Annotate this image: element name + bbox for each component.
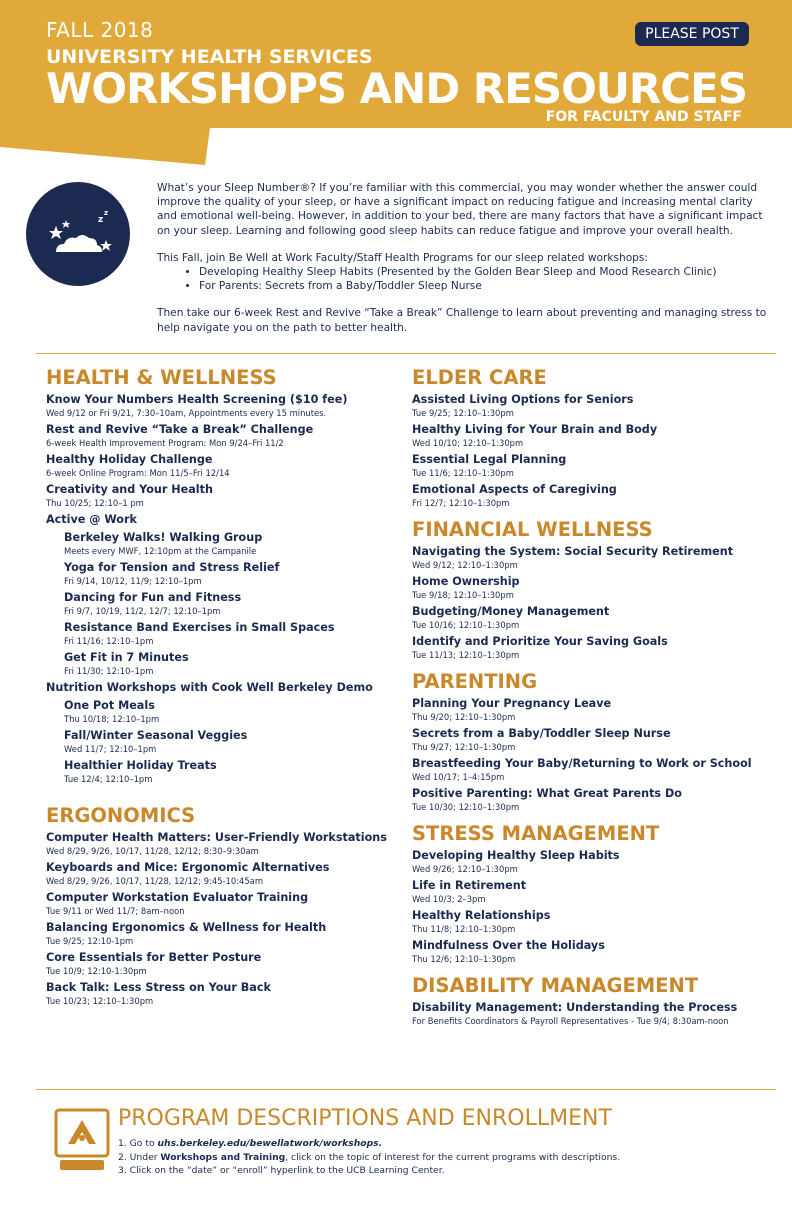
intro-paragraph: This Fall, join Be Well at Work Faculty/Staff Health Programs for our sleep related workshops: [157,251,648,264]
workshop-title: Keyboards and Mice: Ergonomic Alternatives [46,861,330,874]
intro-paragraph: What’s your Sleep Number®? If you’re familiar with this commercial, you may wonder whether the answer could improve the quality of your sleep, or have a significant impact on reducing fatigue and increasing mental clarity and emotional well-being. However, in addition to your bed, there are many factors that have a significant impact on your sleep. Learning and following good sleep habits can reduce fatigue and improve your overall health. [157,182,763,237]
list-item [412,482,752,509]
enrollment-steps [118,1137,620,1178]
intro-bullet-list [157,265,769,293]
list-item [46,920,387,947]
list-item [46,650,387,677]
list-item [412,604,752,631]
list-item [412,1000,752,1027]
divider [36,353,776,354]
list-item [46,680,387,695]
bullet-item: • Developing Healthy Sleep Habits (Presented by the Golden Bear Sleep and Mood Research Clinic) [199,265,769,279]
sleep-moon-icon [26,182,130,286]
workshop-date: 6-week Online Program: Mon 11/5–Fri 12/14 [46,468,230,478]
bullet-item: • For Parents: Secrets from a Baby/Toddler Sleep Nurse [199,279,769,293]
workshop-date: Tue 10/16; 12:10–1:30pm [412,620,520,630]
workshop-title: Know Your Numbers Health Screening ($10 fee) [46,393,348,406]
workshop-date: Tue 11/6; 12:10–1:30pm [412,468,514,478]
workshop-title: Healthy Living for Your Brain and Body [412,423,658,436]
page-title: WORKSHOPS AND RESOURCES [46,64,748,113]
group-title: Nutrition Workshops with Cook Well Berkeley Demo [46,681,373,694]
season-label: FALL 2018 [46,18,154,42]
group-title: Active @ Work [46,513,137,526]
list-item [412,848,752,875]
list-item [412,878,752,905]
step-text: 2. Under [118,1151,161,1163]
list-item [412,452,752,479]
step-1 [118,1137,620,1151]
step-3: 3. Click on the “date” or “enroll” hyperlink to the UCB Learning Center. [118,1165,445,1176]
workshop-title: Secrets from a Baby/Toddler Sleep Nurse [412,727,671,740]
workshop-date: Wed 8/29, 9/26, 10/17, 11/28, 12/12; 9:45-10:45am [46,876,263,886]
workshop-date: Fri 9/14, 10/12, 11/9; 12:10–1pm [64,576,202,586]
header-banner [0,0,792,165]
workshop-title: Back Talk: Less Stress on Your Back [46,981,271,994]
workshop-title: Yoga for Tension and Stress Relief [64,561,280,574]
workshop-title: Identify and Prioritize Your Saving Goals [412,635,668,648]
intro-paragraph: Then take our 6-week Rest and Revive “Take a Break” Challenge to learn about preventing and managing stress to help navigate you on the path to better health. [157,307,767,334]
enrollment-heading: PROGRAM DESCRIPTIONS AND ENROLLMENT [118,1106,612,1131]
list-item [46,860,387,887]
list-item [412,756,752,783]
workshop-title: Healthy Relationships [412,909,551,922]
right-column [412,366,752,1030]
workshop-title: Resistance Band Exercises in Small Spaces [64,621,335,634]
workshop-date: Fri 9/7, 10/19, 11/2, 12/7; 12:10–1pm [64,606,221,616]
list-item [46,698,387,725]
workshop-date: Tue 9/11 or Wed 11/7; 8am–noon [46,906,185,916]
workshop-date: Thu 10/25; 12:10–1 pm [46,498,144,508]
workshop-title: Essential Legal Planning [412,453,567,466]
list-item [46,620,387,647]
step-bold-text: Workshops and Training [160,1151,286,1163]
list-item [46,830,387,857]
workshop-title: Core Essentials for Better Posture [46,951,262,964]
workshop-date: Tue 12/4; 12:10–1pm [64,774,153,784]
step-text: , click on the topic of interest for the current programs with descriptions. [285,1151,621,1163]
workshop-title: Disability Management: Understanding the Process [412,1001,738,1014]
workshop-date: Tue 10/30; 12:10–1:30pm [412,802,520,812]
divider [36,1089,776,1090]
workshop-title: Mindfulness Over the Holidays [412,939,605,952]
section-heading-disability: DISABILITY MANAGEMENT [412,974,699,997]
list-item [46,560,387,587]
workshop-date: Thu 12/6; 12:10–1:30pm [412,954,516,964]
workshop-date: Tue 11/13; 12:10–1:30pm [412,650,520,660]
svg-text:z: z [98,215,104,225]
list-item [46,482,387,509]
spacer [46,788,387,804]
step-2 [118,1151,620,1165]
computer-icon [54,1108,110,1174]
list-item [412,696,752,723]
workshop-date: Thu 9/20; 12:10–1:30pm [412,712,516,722]
list-item [46,890,387,917]
workshop-date: 6-week Health Improvement Program: Mon 9/24–Fri 11/2 [46,438,284,448]
step-text: 1. Go to [118,1138,158,1149]
list-item [46,758,387,785]
workshop-date: Thu 10/18; 12:10–1pm [64,714,160,724]
workshop-date: For Benefits Coordinators & Payroll Representatives - Tue 9/4; 8:30am-noon [412,1016,729,1026]
section-heading-health: HEALTH & WELLNESS [46,366,277,389]
workshop-date: Thu 11/8; 12:10–1:30pm [412,924,516,934]
workshop-title: Computer Health Matters: User-Friendly Workstations [46,831,387,844]
please-post-badge: PLEASE POST [635,22,749,46]
workshop-title: Budgeting/Money Management [412,605,610,618]
workshop-title: Home Ownership [412,575,520,588]
workshop-date: Wed 8/29, 9/26, 10/17, 11/28, 12/12; 8:30–9:30am [46,846,259,856]
workshop-title: Breastfeeding Your Baby/Returning to Work or School [412,757,752,770]
section-heading-stress: STRESS MANAGEMENT [412,822,660,845]
workshop-date: Fri 12/7; 12:10–1:30pm [412,498,510,508]
list-item [46,950,387,977]
section-heading-financial: FINANCIAL WELLNESS [412,518,653,541]
workshop-title: Berkeley Walks! Walking Group [64,531,263,544]
list-item [412,422,752,449]
section-heading-ergonomics: ERGONOMICS [46,804,196,827]
list-item [46,422,387,449]
list-item [412,574,752,601]
workshop-date: Wed 9/26; 12:10–1:30pm [412,864,518,874]
workshop-date: Wed 9/12 or Fri 9/21, 7:30–10am, Appointments every 15 minutes. [46,408,327,418]
workshop-title: Balancing Ergonomics & Wellness for Health [46,921,327,934]
workshop-date: Wed 11/7; 12:10–1pm [64,744,157,754]
audience-label: FOR FACULTY AND STAFF [545,109,742,125]
intro-text [157,181,769,348]
workshop-date: Tue 9/25; 12:10-1pm [46,936,134,946]
workshop-title: One Pot Meals [64,699,155,712]
list-item [412,634,752,661]
list-item [412,786,752,813]
section-heading-elder-care: ELDER CARE [412,366,547,389]
list-item [46,590,387,617]
list-item [46,512,387,527]
workshop-title: Navigating the System: Social Security Retirement [412,545,734,558]
workshop-title: Life in Retirement [412,879,527,892]
workshop-title: Fall/Winter Seasonal Veggies [64,729,248,742]
section-heading-parenting: PARENTING [412,670,538,693]
workshop-title: Assisted Living Options for Seniors [412,393,634,406]
workshop-title: Healthier Holiday Treats [64,759,217,772]
list-item [412,544,752,571]
list-item [412,938,752,965]
workshop-date: Meets every MWF, 12:10pm at the Campanile [64,546,257,556]
list-item [412,726,752,753]
list-item [46,530,387,557]
workshop-date: Wed 10/17; 1–4:15pm [412,772,505,782]
list-item [46,452,387,479]
workshop-title: Get Fit in 7 Minutes [64,651,189,664]
workshop-title: Creativity and Your Health [46,483,213,496]
workshop-title: Computer Workstation Evaluator Training [46,891,309,904]
workshop-title: Healthy Holiday Challenge [46,453,213,466]
list-item [412,908,752,935]
workshop-date: Thu 9/27; 12:10–1:30pm [412,742,516,752]
workshop-date: Tue 10/9; 12:10-1:30pm [46,966,147,976]
left-column [46,366,387,1010]
workshop-date: Tue 9/25; 12:10–1:30pm [412,408,514,418]
workshop-date: Wed 10/3; 2–3pm [412,894,486,904]
list-item [46,980,387,1007]
workshop-title: Planning Your Pregnancy Leave [412,697,612,710]
workshop-title: Dancing for Fun and Fitness [64,591,242,604]
workshop-title: Developing Healthy Sleep Habits [412,849,620,862]
workshop-date: Fri 11/16; 12:10–1pm [64,636,154,646]
workshop-title: Rest and Revive “Take a Break” Challenge [46,423,314,436]
workshop-date: Fri 11/30; 12:10–1pm [64,666,154,676]
list-item [412,392,752,419]
workshop-date: Tue 10/23; 12:10–1:30pm [46,996,154,1006]
list-item [46,728,387,755]
workshop-date: Wed 9/12; 12:10–1:30pm [412,560,518,570]
list-item [46,392,387,419]
workshop-date: Wed 10/10; 12:10–1:30pm [412,438,524,448]
workshop-title: Emotional Aspects of Caregiving [412,483,617,496]
org-name: UNIVERSITY HEALTH SERVICES [46,46,373,68]
workshops-url-link[interactable]: uhs.berkeley.edu/bewellatwork/workshops. [157,1138,383,1149]
workshop-date: Tue 9/18; 12:10–1:30pm [412,590,514,600]
svg-text:z: z [104,209,109,217]
workshop-title: Positive Parenting: What Great Parents Do [412,787,682,800]
